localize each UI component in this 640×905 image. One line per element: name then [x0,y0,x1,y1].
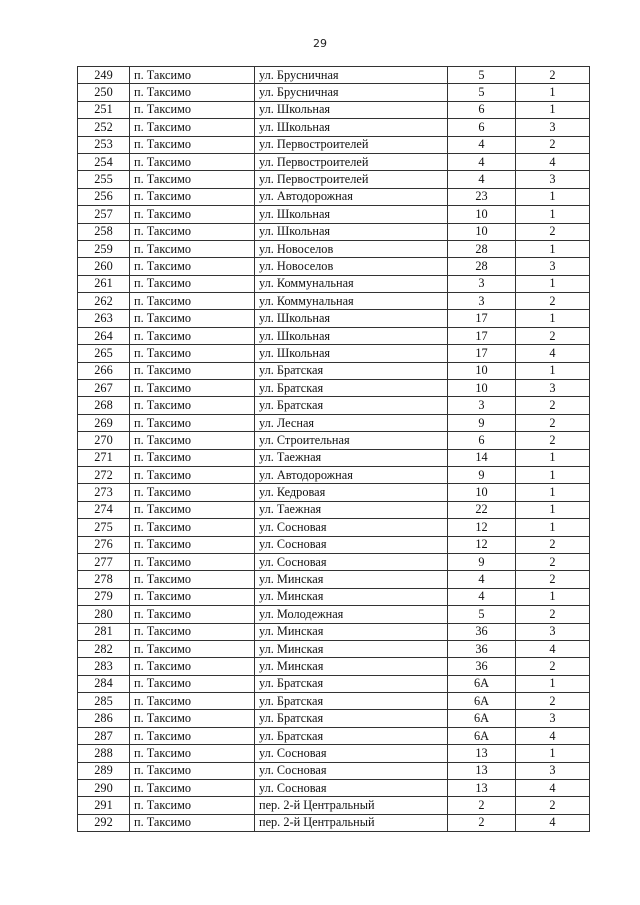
row-number-cell: 255 [78,171,130,188]
settlement-cell: п. Таксимо [130,240,255,257]
apartment-number-cell: 3 [516,119,590,136]
street-cell: ул. Школьная [255,345,448,362]
table-row [78,362,590,379]
street-cell: ул. Братская [255,380,448,397]
apartment-number-cell: 2 [516,432,590,449]
street-cell: ул. Автодорожная [255,466,448,483]
house-number-cell: 4 [448,153,516,170]
apartment-number-cell: 1 [516,206,590,223]
house-number-cell: 9 [448,553,516,570]
apartment-number-cell: 1 [516,484,590,501]
apartment-number-cell: 2 [516,327,590,344]
row-number-cell: 269 [78,414,130,431]
apartment-number-cell: 2 [516,536,590,553]
apartment-number-cell: 4 [516,640,590,657]
street-cell: ул. Братская [255,675,448,692]
row-number-cell: 272 [78,466,130,483]
house-number-cell: 6 [448,432,516,449]
table-row [78,588,590,605]
street-cell: ул. Школьная [255,101,448,118]
house-number-cell: 3 [448,275,516,292]
apartment-number-cell: 1 [516,275,590,292]
settlement-cell: п. Таксимо [130,345,255,362]
house-number-cell: 4 [448,571,516,588]
street-cell: ул. Братская [255,397,448,414]
table-row [78,101,590,118]
house-number-cell: 4 [448,136,516,153]
row-number-cell: 286 [78,710,130,727]
row-number-cell: 276 [78,536,130,553]
settlement-cell: п. Таксимо [130,588,255,605]
apartment-number-cell: 1 [516,362,590,379]
table-row [78,606,590,623]
settlement-cell: п. Таксимо [130,797,255,814]
row-number-cell: 265 [78,345,130,362]
table-row [78,240,590,257]
settlement-cell: п. Таксимо [130,727,255,744]
table-row [78,84,590,101]
street-cell: ул. Автодорожная [255,188,448,205]
table-row [78,814,590,831]
settlement-cell: п. Таксимо [130,745,255,762]
table-row [78,727,590,744]
apartment-number-cell: 2 [516,223,590,240]
apartment-number-cell: 1 [516,675,590,692]
apartment-number-cell: 1 [516,310,590,327]
row-number-cell: 267 [78,380,130,397]
street-cell: ул. Сосновая [255,745,448,762]
apartment-number-cell: 4 [516,727,590,744]
house-number-cell: 5 [448,84,516,101]
row-number-cell: 251 [78,101,130,118]
house-number-cell: 6 [448,119,516,136]
row-number-cell: 254 [78,153,130,170]
row-number-cell: 250 [78,84,130,101]
row-number-cell: 261 [78,275,130,292]
house-number-cell: 12 [448,519,516,536]
settlement-cell: п. Таксимо [130,84,255,101]
house-number-cell: 10 [448,206,516,223]
house-number-cell: 9 [448,466,516,483]
row-number-cell: 279 [78,588,130,605]
street-cell: ул. Сосновая [255,519,448,536]
house-number-cell: 4 [448,171,516,188]
settlement-cell: п. Таксимо [130,675,255,692]
apartment-number-cell: 1 [516,101,590,118]
street-cell: ул. Брусничная [255,84,448,101]
settlement-cell: п. Таксимо [130,658,255,675]
house-number-cell: 3 [448,397,516,414]
apartment-number-cell: 3 [516,623,590,640]
row-number-cell: 282 [78,640,130,657]
table-row [78,275,590,292]
row-number-cell: 283 [78,658,130,675]
apartment-number-cell: 1 [516,449,590,466]
table-row [78,501,590,518]
house-number-cell: 4 [448,588,516,605]
street-cell: ул. Школьная [255,327,448,344]
row-number-cell: 253 [78,136,130,153]
table-row [78,553,590,570]
street-cell: ул. Брусничная [255,67,448,84]
row-number-cell: 262 [78,293,130,310]
row-number-cell: 290 [78,780,130,797]
house-number-cell: 13 [448,762,516,779]
settlement-cell: п. Таксимо [130,119,255,136]
house-number-cell: 36 [448,658,516,675]
house-number-cell: 9 [448,414,516,431]
settlement-cell: п. Таксимо [130,780,255,797]
row-number-cell: 271 [78,449,130,466]
settlement-cell: п. Таксимо [130,553,255,570]
row-number-cell: 249 [78,67,130,84]
house-number-cell: 6А [448,693,516,710]
apartment-number-cell: 2 [516,797,590,814]
apartment-number-cell: 1 [516,745,590,762]
settlement-cell: п. Таксимо [130,814,255,831]
settlement-cell: п. Таксимо [130,380,255,397]
settlement-cell: п. Таксимо [130,466,255,483]
settlement-cell: п. Таксимо [130,153,255,170]
row-number-cell: 260 [78,258,130,275]
settlement-cell: п. Таксимо [130,206,255,223]
settlement-cell: п. Таксимо [130,275,255,292]
house-number-cell: 28 [448,258,516,275]
table-row [78,206,590,223]
row-number-cell: 285 [78,693,130,710]
house-number-cell: 6А [448,675,516,692]
street-cell: ул. Братская [255,362,448,379]
street-cell: ул. Минская [255,658,448,675]
street-cell: ул. Братская [255,710,448,727]
house-number-cell: 10 [448,380,516,397]
house-number-cell: 2 [448,797,516,814]
table-row [78,136,590,153]
settlement-cell: п. Таксимо [130,693,255,710]
table-row [78,675,590,692]
row-number-cell: 259 [78,240,130,257]
apartment-number-cell: 1 [516,188,590,205]
house-number-cell: 2 [448,814,516,831]
settlement-cell: п. Таксимо [130,258,255,275]
page-number: 29 [313,37,327,50]
settlement-cell: п. Таксимо [130,414,255,431]
apartment-number-cell: 1 [516,501,590,518]
settlement-cell: п. Таксимо [130,484,255,501]
table-row [78,293,590,310]
table-row [78,171,590,188]
street-cell: ул. Сосновая [255,536,448,553]
table-row [78,223,590,240]
table-row [78,640,590,657]
street-cell: ул. Кедровая [255,484,448,501]
house-number-cell: 17 [448,345,516,362]
apartment-number-cell: 2 [516,136,590,153]
apartment-number-cell: 4 [516,814,590,831]
house-number-cell: 36 [448,640,516,657]
table-row [78,536,590,553]
row-number-cell: 292 [78,814,130,831]
settlement-cell: п. Таксимо [130,397,255,414]
table-row [78,762,590,779]
street-cell: ул. Новоселов [255,240,448,257]
house-number-cell: 22 [448,501,516,518]
table-row [78,745,590,762]
row-number-cell: 268 [78,397,130,414]
house-number-cell: 17 [448,310,516,327]
house-number-cell: 5 [448,67,516,84]
table-row [78,153,590,170]
street-cell: ул. Школьная [255,119,448,136]
apartment-number-cell: 3 [516,380,590,397]
table-row [78,345,590,362]
table-row [78,310,590,327]
street-cell: ул. Таежная [255,501,448,518]
table-row [78,519,590,536]
table-row [78,710,590,727]
street-cell: ул. Минская [255,623,448,640]
table-row [78,466,590,483]
row-number-cell: 252 [78,119,130,136]
street-cell: ул. Братская [255,727,448,744]
house-number-cell: 3 [448,293,516,310]
house-number-cell: 14 [448,449,516,466]
settlement-cell: п. Таксимо [130,606,255,623]
apartment-number-cell: 1 [516,588,590,605]
street-cell: ул. Школьная [255,206,448,223]
street-cell: ул. Сосновая [255,553,448,570]
table-row [78,797,590,814]
settlement-cell: п. Таксимо [130,171,255,188]
row-number-cell: 274 [78,501,130,518]
settlement-cell: п. Таксимо [130,101,255,118]
apartment-number-cell: 3 [516,762,590,779]
row-number-cell: 280 [78,606,130,623]
house-number-cell: 36 [448,623,516,640]
settlement-cell: п. Таксимо [130,136,255,153]
settlement-cell: п. Таксимо [130,519,255,536]
table-row [78,327,590,344]
apartment-number-cell: 3 [516,710,590,727]
table-row [78,658,590,675]
table-row [78,571,590,588]
settlement-cell: п. Таксимо [130,623,255,640]
table-row [78,449,590,466]
apartment-number-cell: 4 [516,345,590,362]
street-cell: ул. Минская [255,640,448,657]
table-row [78,188,590,205]
table-row [78,484,590,501]
street-cell: ул. Минская [255,571,448,588]
apartment-number-cell: 1 [516,466,590,483]
table-row [78,623,590,640]
settlement-cell: п. Таксимо [130,432,255,449]
street-cell: ул. Первостроителей [255,153,448,170]
apartment-number-cell: 1 [516,519,590,536]
table-row [78,780,590,797]
settlement-cell: п. Таксимо [130,188,255,205]
settlement-cell: п. Таксимо [130,327,255,344]
row-number-cell: 257 [78,206,130,223]
street-cell: ул. Школьная [255,310,448,327]
street-cell: ул. Сосновая [255,762,448,779]
settlement-cell: п. Таксимо [130,710,255,727]
table-row [78,380,590,397]
apartment-number-cell: 3 [516,171,590,188]
street-cell: ул. Лесная [255,414,448,431]
row-number-cell: 284 [78,675,130,692]
apartment-number-cell: 2 [516,553,590,570]
row-number-cell: 288 [78,745,130,762]
table-row [78,67,590,84]
house-number-cell: 28 [448,240,516,257]
street-cell: ул. Сосновая [255,780,448,797]
apartment-number-cell: 1 [516,240,590,257]
row-number-cell: 273 [78,484,130,501]
settlement-cell: п. Таксимо [130,293,255,310]
table-row [78,693,590,710]
settlement-cell: п. Таксимо [130,501,255,518]
table-row [78,414,590,431]
row-number-cell: 264 [78,327,130,344]
house-number-cell: 23 [448,188,516,205]
row-number-cell: 266 [78,362,130,379]
row-number-cell: 256 [78,188,130,205]
street-cell: ул. Коммунальная [255,275,448,292]
row-number-cell: 258 [78,223,130,240]
house-number-cell: 6 [448,101,516,118]
settlement-cell: п. Таксимо [130,223,255,240]
street-cell: ул. Минская [255,588,448,605]
settlement-cell: п. Таксимо [130,449,255,466]
row-number-cell: 275 [78,519,130,536]
house-number-cell: 5 [448,606,516,623]
apartment-number-cell: 3 [516,258,590,275]
address-table-body [78,67,590,832]
table-row [78,397,590,414]
settlement-cell: п. Таксимо [130,571,255,588]
house-number-cell: 17 [448,327,516,344]
apartment-number-cell: 2 [516,571,590,588]
row-number-cell: 287 [78,727,130,744]
house-number-cell: 10 [448,223,516,240]
settlement-cell: п. Таксимо [130,536,255,553]
row-number-cell: 277 [78,553,130,570]
table-row [78,432,590,449]
apartment-number-cell: 2 [516,606,590,623]
street-cell: ул. Молодежная [255,606,448,623]
house-number-cell: 13 [448,780,516,797]
house-number-cell: 10 [448,484,516,501]
street-cell: ул. Первостроителей [255,171,448,188]
street-cell: ул. Новоселов [255,258,448,275]
street-cell: ул. Таежная [255,449,448,466]
row-number-cell: 278 [78,571,130,588]
street-cell: ул. Строительная [255,432,448,449]
house-number-cell: 10 [448,362,516,379]
row-number-cell: 291 [78,797,130,814]
apartment-number-cell: 2 [516,293,590,310]
row-number-cell: 270 [78,432,130,449]
apartment-number-cell: 2 [516,67,590,84]
address-table [77,66,590,832]
row-number-cell: 289 [78,762,130,779]
table-row [78,119,590,136]
settlement-cell: п. Таксимо [130,67,255,84]
apartment-number-cell: 2 [516,693,590,710]
row-number-cell: 263 [78,310,130,327]
apartment-number-cell: 2 [516,658,590,675]
apartment-number-cell: 2 [516,414,590,431]
settlement-cell: п. Таксимо [130,640,255,657]
settlement-cell: п. Таксимо [130,310,255,327]
house-number-cell: 6А [448,727,516,744]
apartment-number-cell: 4 [516,780,590,797]
house-number-cell: 12 [448,536,516,553]
street-cell: ул. Первостроителей [255,136,448,153]
street-cell: ул. Школьная [255,223,448,240]
apartment-number-cell: 1 [516,84,590,101]
house-number-cell: 6А [448,710,516,727]
street-cell: пер. 2-й Центральный [255,814,448,831]
settlement-cell: п. Таксимо [130,362,255,379]
apartment-number-cell: 2 [516,397,590,414]
apartment-number-cell: 4 [516,153,590,170]
street-cell: ул. Коммунальная [255,293,448,310]
street-cell: пер. 2-й Центральный [255,797,448,814]
house-number-cell: 13 [448,745,516,762]
table-row [78,258,590,275]
settlement-cell: п. Таксимо [130,762,255,779]
street-cell: ул. Братская [255,693,448,710]
row-number-cell: 281 [78,623,130,640]
